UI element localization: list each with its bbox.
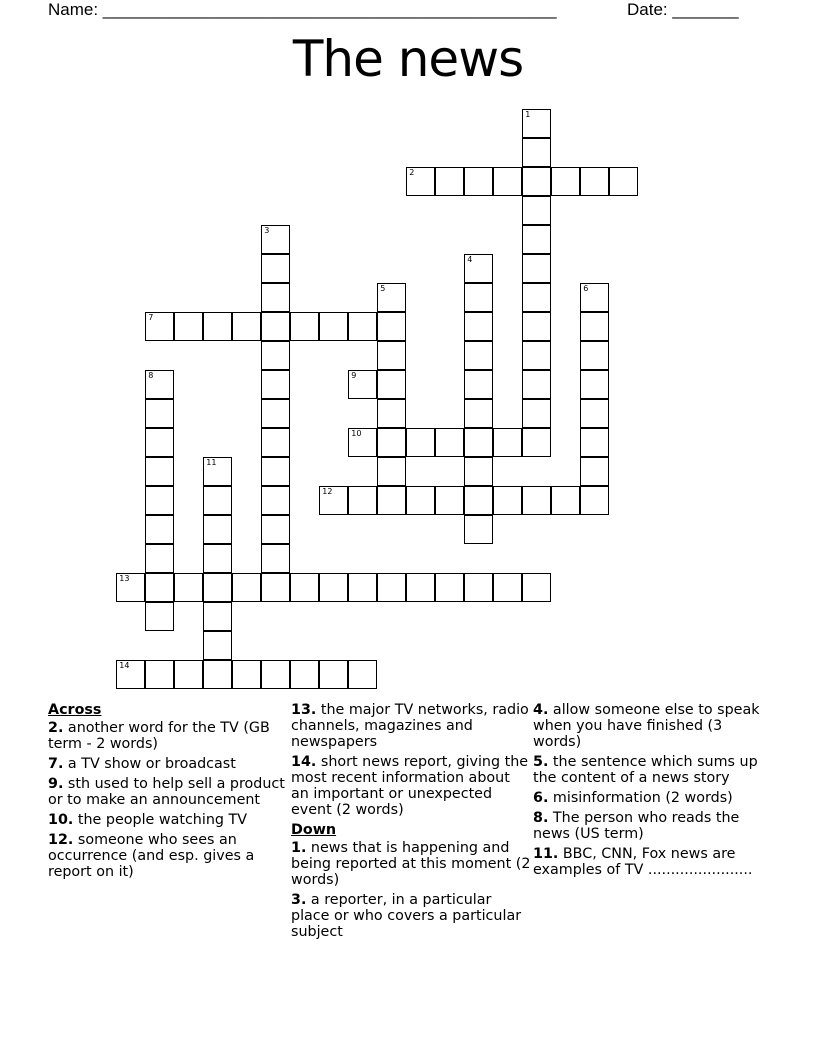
grid-cell[interactable]: [145, 515, 174, 544]
grid-cell[interactable]: [522, 573, 551, 602]
clue-down-1: [291, 840, 531, 888]
grid-cell[interactable]: [290, 312, 319, 341]
grid-cell[interactable]: [116, 660, 145, 689]
down-heading: Down: [291, 822, 337, 838]
clue-number: 4.: [533, 702, 549, 718]
clue-number: 1.: [291, 840, 307, 856]
clue-number: 10.: [48, 812, 74, 828]
grid-cell[interactable]: [493, 167, 522, 196]
grid-cell[interactable]: [348, 370, 377, 399]
grid-cell[interactable]: [174, 573, 203, 602]
clue-text: allow someone else to speak when you have finished (3 words): [533, 702, 760, 750]
clue-text: BBC, CNN, Fox news are examples of TV .......................: [533, 846, 753, 878]
grid-cell[interactable]: [580, 428, 609, 457]
grid-cell[interactable]: [580, 312, 609, 341]
clue-across-10: [48, 812, 288, 828]
grid-cell[interactable]: [348, 486, 377, 515]
clue-number: 11.: [533, 846, 559, 862]
grid-cell[interactable]: [319, 486, 348, 515]
grid-cell[interactable]: [377, 573, 406, 602]
grid-cell[interactable]: [522, 225, 551, 254]
grid-cell[interactable]: [377, 428, 406, 457]
date-field[interactable]: Date: _______: [627, 0, 739, 19]
grid-cell[interactable]: [174, 660, 203, 689]
grid-cell[interactable]: [319, 660, 348, 689]
grid-cell[interactable]: [261, 370, 290, 399]
clue-column-1: [48, 702, 288, 884]
grid-cell[interactable]: [377, 457, 406, 486]
name-field[interactable]: Name: ________________________________________________: [48, 0, 557, 19]
grid-cell[interactable]: [348, 312, 377, 341]
grid-cell[interactable]: [145, 486, 174, 515]
grid-cell[interactable]: [493, 486, 522, 515]
grid-cell[interactable]: [464, 399, 493, 428]
grid-cell[interactable]: [580, 399, 609, 428]
grid-cell[interactable]: [261, 544, 290, 573]
grid-cell[interactable]: [261, 399, 290, 428]
page-title: The news: [292, 30, 524, 88]
grid-cell[interactable]: [406, 486, 435, 515]
grid-cell[interactable]: [348, 573, 377, 602]
grid-cell[interactable]: [522, 109, 551, 138]
grid-cell[interactable]: [261, 341, 290, 370]
grid-cell[interactable]: [261, 457, 290, 486]
clue-number-label: 3: [264, 226, 270, 236]
clue-text: The person who reads the news (US term): [533, 810, 740, 842]
clue-number-label: 4: [467, 255, 473, 265]
grid-cell[interactable]: [203, 515, 232, 544]
grid-cell[interactable]: [261, 225, 290, 254]
grid-cell[interactable]: [145, 428, 174, 457]
clue-number-label: 12: [322, 487, 333, 497]
grid-cell[interactable]: [464, 515, 493, 544]
grid-cell[interactable]: [522, 167, 551, 196]
grid-cell[interactable]: [232, 573, 261, 602]
grid-cell[interactable]: [261, 573, 290, 602]
grid-cell[interactable]: [203, 573, 232, 602]
clue-across-12: [48, 832, 288, 880]
clue-text: sth used to help sell a product or to make an announcement: [48, 776, 285, 808]
grid-cell[interactable]: [145, 312, 174, 341]
clue-number: 5.: [533, 754, 549, 770]
grid-cell[interactable]: [261, 254, 290, 283]
clue-across-13: [291, 702, 531, 750]
clue-across-2: [48, 720, 288, 752]
clue-number: 2.: [48, 720, 64, 736]
clue-text: short news report, giving the most recent information about an important or unexpected event (2 words): [291, 754, 529, 818]
grid-cell[interactable]: [522, 341, 551, 370]
grid-cell[interactable]: [522, 254, 551, 283]
clue-down-6: [533, 790, 773, 806]
grid-cell[interactable]: [464, 486, 493, 515]
grid-cell[interactable]: [464, 167, 493, 196]
grid-cell[interactable]: [319, 312, 348, 341]
clue-number-label: 5: [380, 284, 386, 294]
grid-cell[interactable]: [464, 457, 493, 486]
grid-cell[interactable]: [203, 486, 232, 515]
grid-cell[interactable]: [203, 631, 232, 660]
grid-cell[interactable]: [580, 486, 609, 515]
grid-cell[interactable]: [377, 399, 406, 428]
clue-number-label: 11: [206, 458, 217, 468]
grid-cell[interactable]: [261, 486, 290, 515]
grid-cell[interactable]: [493, 573, 522, 602]
clue-column-2: [291, 702, 531, 944]
clue-number: 9.: [48, 776, 64, 792]
grid-cell[interactable]: [435, 167, 464, 196]
clue-number: 3.: [291, 892, 307, 908]
clue-number-label: 6: [583, 284, 589, 294]
grid-cell[interactable]: [522, 370, 551, 399]
grid-cell[interactable]: [145, 573, 174, 602]
clue-across-7: [48, 756, 288, 772]
clue-down-3: [291, 892, 531, 940]
grid-cell[interactable]: [319, 573, 348, 602]
grid-cell[interactable]: [435, 428, 464, 457]
clue-down-11: [533, 846, 773, 878]
grid-cell[interactable]: [406, 573, 435, 602]
grid-cell[interactable]: [145, 457, 174, 486]
grid-cell[interactable]: [203, 457, 232, 486]
grid-cell[interactable]: [580, 283, 609, 312]
grid-cell[interactable]: [116, 573, 145, 602]
grid-cell[interactable]: [522, 196, 551, 225]
clue-text: news that is happening and being reported at this moment (2 words): [291, 840, 531, 888]
clue-number-label: 8: [148, 371, 154, 381]
clue-text: the people watching TV: [73, 812, 248, 828]
grid-cell[interactable]: [406, 428, 435, 457]
grid-cell[interactable]: [522, 486, 551, 515]
clue-number: 7.: [48, 756, 64, 772]
grid-cell[interactable]: [145, 544, 174, 573]
grid-cell[interactable]: [551, 486, 580, 515]
clue-number-label: 1: [525, 110, 531, 120]
grid-cell[interactable]: [464, 428, 493, 457]
grid-cell[interactable]: [145, 370, 174, 399]
grid-cell[interactable]: [551, 167, 580, 196]
grid-cell[interactable]: [203, 602, 232, 631]
grid-cell[interactable]: [406, 167, 435, 196]
grid-cell[interactable]: [377, 486, 406, 515]
grid-cell[interactable]: [522, 428, 551, 457]
clue-text: a reporter, in a particular place or who covers a particular subject: [291, 892, 522, 940]
grid-cell[interactable]: [522, 283, 551, 312]
grid-cell[interactable]: [377, 283, 406, 312]
clue-text: someone who sees an occurrence (and esp. gives a report on it): [48, 832, 255, 880]
grid-cell[interactable]: [377, 312, 406, 341]
clue-number: 12.: [48, 832, 74, 848]
clue-number: 13.: [291, 702, 317, 718]
grid-cell[interactable]: [580, 370, 609, 399]
grid-cell[interactable]: [580, 457, 609, 486]
clue-number: 8.: [533, 810, 549, 826]
clue-number-label: 2: [409, 168, 415, 178]
grid-cell[interactable]: [464, 283, 493, 312]
grid-cell[interactable]: [261, 660, 290, 689]
clue-column-3: [533, 702, 773, 882]
grid-cell[interactable]: [232, 312, 261, 341]
clue-text: misinformation (2 words): [548, 790, 733, 806]
grid-cell[interactable]: [145, 399, 174, 428]
clue-number: 14.: [291, 754, 317, 770]
clue-down-8: [533, 810, 773, 842]
grid-cell[interactable]: [290, 573, 319, 602]
clue-number: 6.: [533, 790, 549, 806]
grid-cell[interactable]: [464, 573, 493, 602]
clue-number-label: 7: [148, 313, 154, 323]
clue-text: another word for the TV (GB term - 2 words): [48, 720, 270, 752]
grid-cell[interactable]: [580, 167, 609, 196]
grid-cell[interactable]: [261, 312, 290, 341]
grid-cell[interactable]: [435, 573, 464, 602]
grid-cell[interactable]: [348, 660, 377, 689]
clue-number-label: 14: [119, 661, 130, 671]
clue-text: the major TV networks, radio channels, magazines and newspapers: [291, 702, 529, 750]
grid-cell[interactable]: [348, 428, 377, 457]
clue-text: the sentence which sums up the content of a news story: [533, 754, 758, 786]
grid-cell[interactable]: [464, 254, 493, 283]
grid-cell[interactable]: [464, 312, 493, 341]
grid-cell[interactable]: [203, 660, 232, 689]
grid-cell[interactable]: [145, 660, 174, 689]
grid-cell[interactable]: [145, 602, 174, 631]
grid-cell[interactable]: [609, 167, 638, 196]
grid-cell[interactable]: [203, 312, 232, 341]
grid-cell[interactable]: [290, 660, 319, 689]
grid-cell[interactable]: [377, 370, 406, 399]
grid-cell[interactable]: [377, 341, 406, 370]
clue-down-5: [533, 754, 773, 786]
clue-number-label: 9: [351, 371, 357, 381]
grid-cell[interactable]: [261, 515, 290, 544]
clue-number-label: 13: [119, 574, 130, 584]
grid-cell[interactable]: [203, 544, 232, 573]
clue-down-4: [533, 702, 773, 750]
grid-cell[interactable]: [580, 341, 609, 370]
grid-cell[interactable]: [232, 660, 261, 689]
clue-across-14: [291, 754, 531, 818]
grid-cell[interactable]: [435, 486, 464, 515]
grid-cell[interactable]: [261, 428, 290, 457]
grid-cell[interactable]: [464, 341, 493, 370]
clue-across-9: [48, 776, 288, 808]
clue-number-label: 10: [351, 429, 362, 439]
grid-cell[interactable]: [522, 399, 551, 428]
grid-cell[interactable]: [522, 138, 551, 167]
across-heading: Across: [48, 702, 102, 718]
grid-cell[interactable]: [174, 312, 203, 341]
grid-cell[interactable]: [464, 370, 493, 399]
grid-cell[interactable]: [261, 283, 290, 312]
grid-cell[interactable]: [493, 428, 522, 457]
grid-cell[interactable]: [522, 312, 551, 341]
clue-text: a TV show or broadcast: [63, 756, 236, 772]
